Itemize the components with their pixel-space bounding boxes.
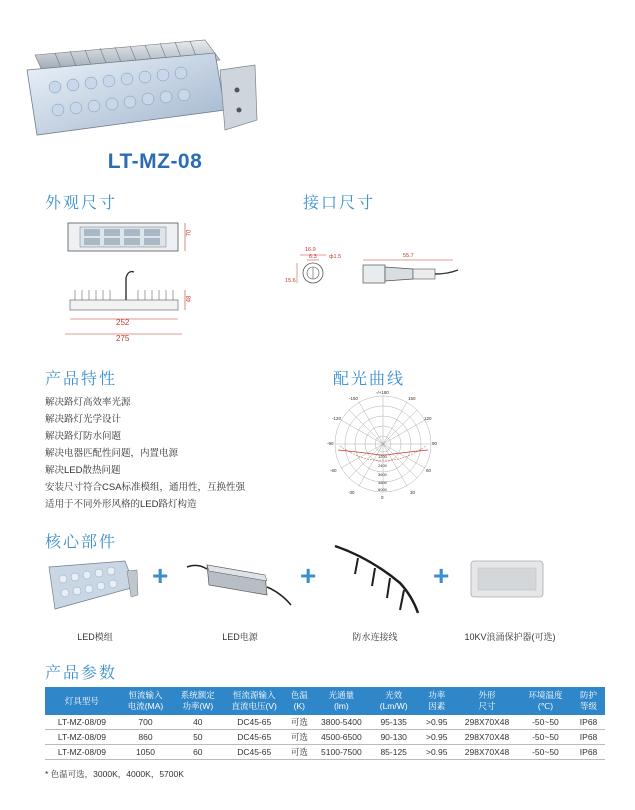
table-cell: 90-130 (369, 730, 418, 745)
table-cell: LT-MZ-08/09 (45, 730, 119, 745)
table-header-cell: 系统额定 功率(W) (172, 687, 223, 715)
part-image-waterproof-cable (330, 538, 425, 620)
table-cell: DC45-65 (223, 745, 285, 760)
polar-light-curve (318, 392, 448, 502)
table-header-cell: 环境温度 (℃) (519, 687, 572, 715)
table-cell: LT-MZ-08/09 (45, 715, 119, 730)
polar-label: -150 (349, 396, 359, 401)
table-cell: 4500-6500 (314, 730, 369, 745)
plus-icon: + (300, 560, 317, 591)
table-cell: -50~50 (519, 730, 572, 745)
part-label-waterproof-cable: 防水连接线 (352, 632, 398, 642)
table-header-row (45, 687, 605, 715)
polar-label: 90 (432, 441, 438, 446)
polar-label: 0 (381, 495, 384, 500)
dim-outer-width: 275 (116, 334, 130, 343)
table-header-cell: 灯具型号 (45, 687, 119, 715)
table-cell: 700 (119, 715, 172, 730)
table-cell: 298X70X48 (455, 715, 519, 730)
polar-label: -90 (327, 441, 334, 446)
table-cell: 3800-5400 (314, 715, 369, 730)
table-cell: 60 (172, 745, 223, 760)
table-cell: 298X70X48 (455, 745, 519, 760)
polar-label: 1200 (378, 454, 387, 459)
polar-label: 3600 (378, 472, 387, 477)
feature-item: 解决路灯防水问题 (45, 431, 122, 442)
feature-item: 安装尺寸符合CSA标准模组，通用性，互换性强 (45, 482, 246, 493)
polar-label: 6000 (378, 487, 387, 492)
table-header-cell: 恒流输入 电流(MA) (119, 687, 172, 715)
polar-label: 30 (410, 490, 416, 495)
table-header-cell: 光效 (Lm/W) (369, 687, 418, 715)
table-cell: IP68 (572, 730, 605, 745)
table-cell: 可选 (285, 715, 314, 730)
section-title-interface: 接口尺寸 (303, 193, 376, 212)
polar-label: -30 (348, 490, 355, 495)
polar-label: -/+180 (376, 390, 389, 395)
interface-label-e: 55.7 (403, 253, 414, 259)
feature-item: 适用于不同外形风格的LED路灯构造 (45, 499, 197, 510)
features-list (45, 394, 245, 513)
part-label-led-driver: LED电源 (222, 632, 258, 642)
table-cell: 860 (119, 730, 172, 745)
plus-icon: + (152, 560, 169, 591)
dim-side-height: 48 (186, 295, 193, 303)
table-cell: >0.95 (418, 730, 455, 745)
table-cell: LT-MZ-08/09 (45, 745, 119, 760)
table-cell: >0.95 (418, 715, 455, 730)
part-image-led-driver (185, 553, 295, 613)
polar-label: 60 (426, 468, 432, 473)
table-cell: -50~50 (519, 745, 572, 760)
product-model-title: LT-MZ-08 (107, 150, 203, 173)
plus-icon: + (433, 560, 450, 591)
interface-label-d: 15.6 (285, 278, 296, 284)
table-cell: IP68 (572, 745, 605, 760)
table-row (45, 715, 605, 730)
table-cell: 可选 (285, 745, 314, 760)
polar-label: 120 (424, 416, 432, 421)
table-cell: DC45-65 (223, 730, 285, 745)
table-cell: >0.95 (418, 745, 455, 760)
table-cell: 1050 (119, 745, 172, 760)
interface-label-c: ф1.5 (329, 254, 342, 260)
table-header-cell: 光通量 (lm) (314, 687, 369, 715)
table-cell: 40 (172, 715, 223, 730)
section-title-light-curve: 配光曲线 (333, 369, 406, 388)
polar-label: -120 (332, 416, 342, 421)
interface-label-b: 6.3 (309, 254, 317, 260)
table-header-cell: 外形 尺寸 (455, 687, 519, 715)
table-cell: -50~50 (519, 715, 572, 730)
part-image-surge-protector (468, 558, 548, 602)
section-title-dimensions: 外观尺寸 (45, 193, 118, 212)
table-cell: 50 (172, 730, 223, 745)
table-cell: DC45-65 (223, 715, 285, 730)
table-cell: 可选 (285, 730, 314, 745)
section-title-core-parts: 核心部件 (45, 532, 118, 551)
polar-label: -60 (330, 468, 337, 473)
section-title-features: 产品特性 (45, 369, 118, 388)
section-title-parameters: 产品参数 (45, 663, 118, 682)
table-header-cell: 功率 因素 (418, 687, 455, 715)
dim-top-height: 70 (186, 229, 193, 237)
feature-item: 解决LED散热问题 (45, 465, 121, 476)
table-header-cell: 防护 等级 (572, 687, 605, 715)
polar-label: 150 (408, 396, 416, 401)
part-image-led-module (45, 557, 140, 615)
feature-item: 解决路灯光学设计 (45, 414, 122, 425)
feature-item: 解决路灯高效率光源 (45, 397, 131, 408)
polar-label: 4800 (378, 480, 387, 485)
feature-item: 解决电器匹配性问题，内置电源 (45, 448, 179, 459)
table-cell: 5100-7500 (314, 745, 369, 760)
color-temperature-note: * 色温可选，3000K，4000K，5700K (45, 769, 184, 779)
part-label-led-module: LED模组 (77, 632, 113, 642)
table-cell: 95-135 (369, 715, 418, 730)
table-cell: IP68 (572, 715, 605, 730)
dim-inner-width: 252 (116, 318, 130, 327)
parameters-table (45, 687, 605, 760)
table-header-cell: 恒流源输入 直流电压(V) (223, 687, 285, 715)
table-row (45, 730, 605, 745)
product-image (15, 35, 265, 145)
polar-label: 2400 (378, 463, 387, 468)
table-row (45, 745, 605, 760)
interface-drawing (283, 240, 463, 300)
dimension-drawing (60, 218, 200, 348)
table-cell: 85-125 (369, 745, 418, 760)
table-header-cell: 色温 (K) (285, 687, 314, 715)
table-cell: 298X70X48 (455, 730, 519, 745)
interface-label-a: 16.9 (305, 247, 316, 253)
part-label-surge-protector: 10KV浪涌保护器(可选) (464, 632, 556, 642)
